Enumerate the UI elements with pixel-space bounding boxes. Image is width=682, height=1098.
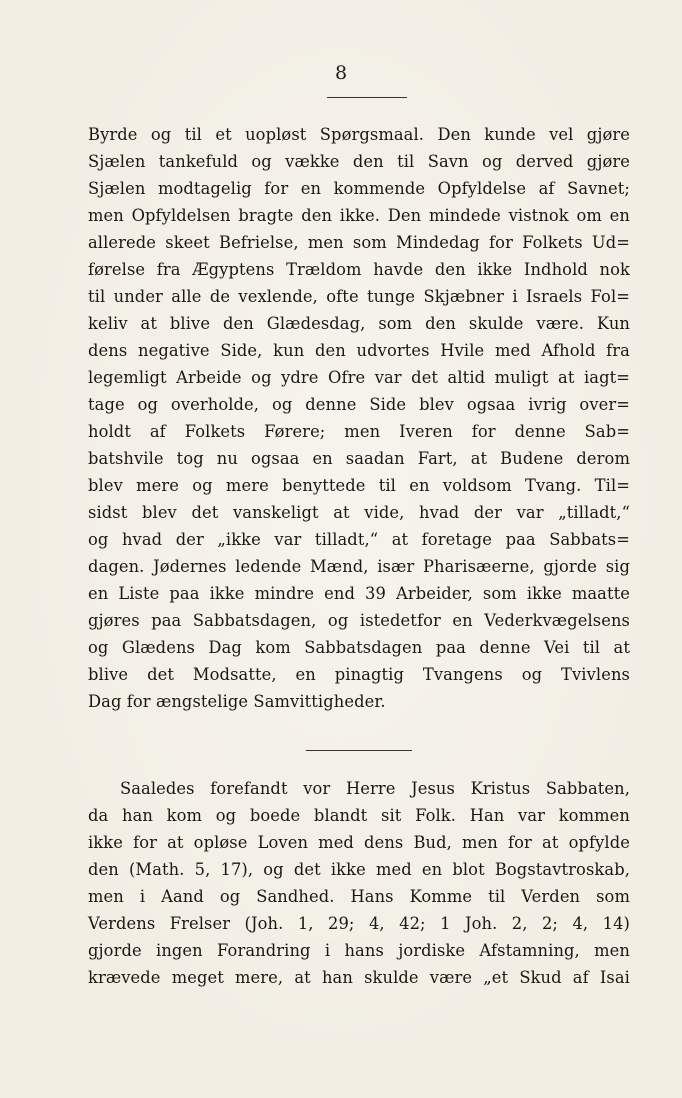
text-line: tage og overholde, og denne Side blev ogsaa ivrig over= xyxy=(88,395,630,414)
text-line: Dag for ængstelige Samvittigheder. xyxy=(88,692,386,711)
text-line: blive det Modsatte, en pinagtig Tvangens og Tvivlens xyxy=(88,665,630,684)
text-line: dens negative Side, kun den udvortes Hvile med Afhold fra xyxy=(88,341,630,360)
text-line: Sjælen modtagelig for en kommende Opfyldelse af Savnet; xyxy=(88,179,630,198)
text-line: blev mere og mere benyttede til en voldsom Tvang. Til= xyxy=(88,476,630,495)
text-line: gjøres paa Sabbatsdagen, og istedetfor en Vederkvægelsens xyxy=(88,611,630,630)
text-line: keliv at blive den Glædesdag, som den skulde være. Kun xyxy=(88,314,630,333)
text-line: Byrde og til et uopløst Spørgsmaal. Den kunde vel gjøre xyxy=(88,125,630,144)
paragraph-2 xyxy=(88,775,630,991)
text-line: og hvad der „ikke var tilladt,“ at foretage paa Sabbats= xyxy=(88,530,630,549)
text-line: dagen. Jødernes ledende Mænd, især Pharisæerne, gjorde sig xyxy=(88,557,630,576)
paragraph-1 xyxy=(88,121,630,715)
section-divider xyxy=(306,750,412,751)
text-line: men i Aand og Sandhed. Hans Komme til Verden som xyxy=(88,887,630,906)
text-line: men Opfyldelsen bragte den ikke. Den mindede vistnok om en xyxy=(88,206,630,225)
text-line: legemligt Arbeide og ydre Ofre var det altid muligt at iagt= xyxy=(88,368,630,387)
text-line: sidst blev det vanskeligt at vide, hvad der var „tilladt,“ xyxy=(88,503,630,522)
text-line: førelse fra Ægyptens Trældom havde den ikke Indhold nok xyxy=(88,260,630,279)
text-line: ikke for at opløse Loven med dens Bud, men for at opfylde xyxy=(88,833,630,852)
text-line: til under alle de vexlende, ofte tunge Skjæbner i Israels Fol= xyxy=(88,287,630,306)
text-line: allerede skeet Befrielse, men som Mindedag for Folkets Ud= xyxy=(88,233,630,252)
text-line: gjorde ingen Forandring i hans jordiske Afstamning, men xyxy=(88,941,630,960)
text-line: holdt af Folkets Førere; men Iveren for denne Sab= xyxy=(88,422,630,441)
text-line: Saaledes forefandt vor Herre Jesus Kristus Sabbaten, xyxy=(120,779,630,798)
text-line: en Liste paa ikke mindre end 39 Arbeider, som ikke maatte xyxy=(88,584,630,603)
text-line: krævede meget mere, at han skulde være „et Skud af Isai xyxy=(88,968,630,987)
page-number: 8 xyxy=(334,62,348,84)
text-line: Verdens Frelser (Joh. 1, 29; 4, 42; 1 Joh. 2, 2; 4, 14) xyxy=(88,914,630,933)
text-line: Sjælen tankefuld og vække den til Savn og derved gjøre xyxy=(88,152,630,171)
text-line: da han kom og boede blandt sit Folk. Han var kommen xyxy=(88,806,630,825)
header-rule xyxy=(327,97,407,98)
text-line: den (Math. 5, 17), og det ikke med en blot Bogstavtroskab, xyxy=(88,860,630,879)
text-line: batshvile tog nu ogsaa en saadan Fart, at Budene derom xyxy=(88,449,630,468)
text-line: og Glædens Dag kom Sabbatsdagen paa denne Vei til at xyxy=(88,638,630,657)
